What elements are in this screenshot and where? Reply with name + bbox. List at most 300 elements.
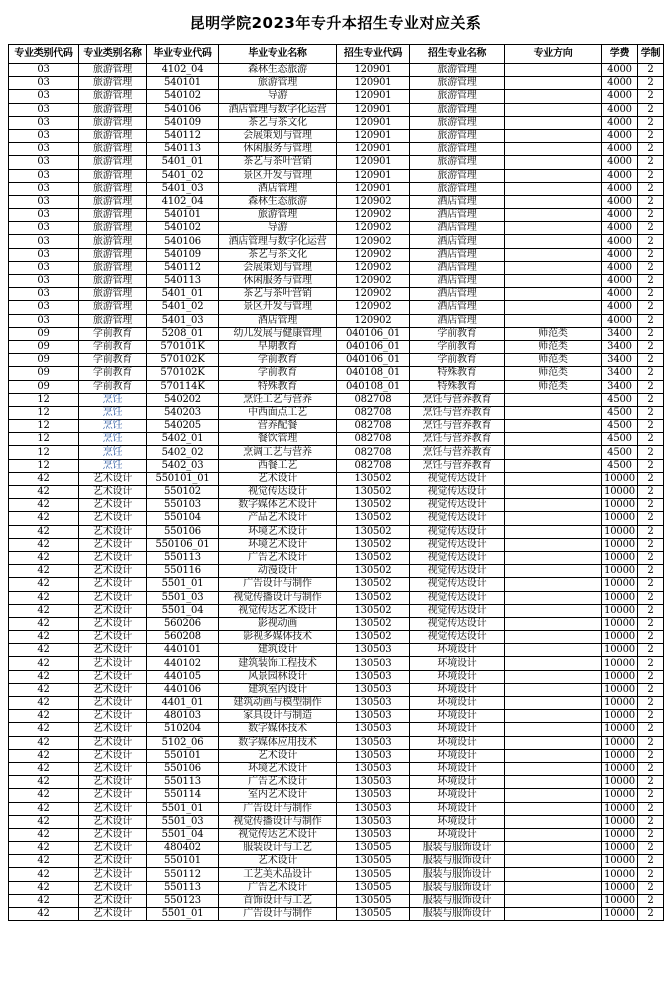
cell-grad-major-name: 森林生态旅游	[219, 195, 337, 208]
cell-tuition: 10000	[602, 842, 638, 855]
cell-category-name: 旅游管理	[79, 275, 147, 288]
cell-direction	[505, 235, 602, 248]
cell-grad-major-name: 学前教育	[219, 367, 337, 380]
cell-enroll-major-name: 环境设计	[410, 815, 505, 828]
cell-direction	[505, 512, 602, 525]
cell-category-code: 42	[9, 868, 79, 881]
table-row	[9, 710, 664, 723]
cell-duration: 2	[638, 736, 664, 749]
cell-grad-major-name: 建筑装饰工程技术	[219, 657, 337, 670]
cell-grad-major-code: 570102K	[147, 367, 219, 380]
header-tuition: 学费	[602, 45, 638, 64]
cell-grad-major-name: 茶艺与茶文化	[219, 248, 337, 261]
cell-category-name: 烹饪	[79, 420, 147, 433]
cell-tuition: 10000	[602, 525, 638, 538]
cell-enroll-major-name: 酒店管理	[410, 261, 505, 274]
cell-enroll-major-code: 130502	[337, 525, 410, 538]
cell-category-name: 艺术设计	[79, 631, 147, 644]
cell-grad-major-name: 幼儿发展与健康管理	[219, 327, 337, 340]
cell-category-code: 03	[9, 314, 79, 327]
cell-enroll-major-code: 040106_01	[337, 327, 410, 340]
cell-direction	[505, 129, 602, 142]
cell-tuition: 4000	[602, 129, 638, 142]
cell-grad-major-name: 环境艺术设计	[219, 762, 337, 775]
cell-grad-major-code: 440102	[147, 657, 219, 670]
cell-grad-major-code: 540101	[147, 209, 219, 222]
cell-tuition: 10000	[602, 710, 638, 723]
cell-duration: 2	[638, 868, 664, 881]
cell-enroll-major-code: 120902	[337, 209, 410, 222]
cell-grad-major-name: 影视动画	[219, 617, 337, 630]
cell-duration: 2	[638, 657, 664, 670]
cell-direction	[505, 182, 602, 195]
cell-direction: 师范类	[505, 367, 602, 380]
cell-duration: 2	[638, 248, 664, 261]
cell-duration: 2	[638, 802, 664, 815]
cell-grad-major-name: 西餐工艺	[219, 459, 337, 472]
cell-enroll-major-name: 服装与服饰设计	[410, 868, 505, 881]
cell-grad-major-code: 550104	[147, 512, 219, 525]
cell-tuition: 10000	[602, 815, 638, 828]
table-row	[9, 472, 664, 485]
cell-tuition: 4000	[602, 156, 638, 169]
cell-grad-major-code: 570102K	[147, 354, 219, 367]
cell-category-name: 学前教育	[79, 340, 147, 353]
cell-grad-major-name: 服装设计与工艺	[219, 842, 337, 855]
cell-tuition: 4000	[602, 103, 638, 116]
cell-enroll-major-name: 旅游管理	[410, 156, 505, 169]
table-row	[9, 288, 664, 301]
cell-enroll-major-name: 学前教育	[410, 340, 505, 353]
cell-enroll-major-name: 环境设计	[410, 710, 505, 723]
cell-category-code: 03	[9, 288, 79, 301]
cell-enroll-major-code: 130502	[337, 591, 410, 604]
cell-duration: 2	[638, 512, 664, 525]
cell-enroll-major-name: 视觉传达设计	[410, 512, 505, 525]
cell-enroll-major-code: 040106_01	[337, 354, 410, 367]
cell-grad-major-code: 5102_06	[147, 736, 219, 749]
cell-enroll-major-name: 烹饪与营养教育	[410, 420, 505, 433]
cell-tuition: 4500	[602, 406, 638, 419]
cell-enroll-major-code: 120902	[337, 195, 410, 208]
cell-direction	[505, 275, 602, 288]
cell-enroll-major-code: 120901	[337, 143, 410, 156]
cell-tuition: 4500	[602, 459, 638, 472]
cell-grad-major-name: 视觉传播设计与制作	[219, 591, 337, 604]
table-row	[9, 182, 664, 195]
cell-category-code: 03	[9, 116, 79, 129]
cell-category-code: 03	[9, 235, 79, 248]
table-row	[9, 762, 664, 775]
cell-tuition: 10000	[602, 802, 638, 815]
table-row	[9, 420, 664, 433]
cell-grad-major-name: 工艺美术品设计	[219, 868, 337, 881]
cell-duration: 2	[638, 327, 664, 340]
cell-direction	[505, 64, 602, 77]
cell-grad-major-code: 480402	[147, 842, 219, 855]
table-row	[9, 486, 664, 499]
cell-grad-major-name: 视觉传达设计	[219, 486, 337, 499]
cell-category-name: 烹饪	[79, 393, 147, 406]
table-row	[9, 908, 664, 921]
cell-category-code: 42	[9, 749, 79, 762]
cell-duration: 2	[638, 697, 664, 710]
cell-duration: 2	[638, 551, 664, 564]
cell-tuition: 4500	[602, 446, 638, 459]
cell-category-code: 42	[9, 894, 79, 907]
cell-category-name: 旅游管理	[79, 222, 147, 235]
cell-category-name: 旅游管理	[79, 129, 147, 142]
cell-grad-major-name: 建筑设计	[219, 644, 337, 657]
cell-category-name: 艺术设计	[79, 538, 147, 551]
cell-enroll-major-code: 120901	[337, 156, 410, 169]
cell-category-name: 旅游管理	[79, 64, 147, 77]
cell-direction	[505, 103, 602, 116]
cell-category-code: 42	[9, 815, 79, 828]
cell-grad-major-code: 540101	[147, 77, 219, 90]
cell-grad-major-code: 540205	[147, 420, 219, 433]
cell-enroll-major-code: 120901	[337, 90, 410, 103]
cell-category-name: 艺术设计	[79, 710, 147, 723]
cell-grad-major-name: 会展策划与管理	[219, 129, 337, 142]
cell-direction	[505, 248, 602, 261]
cell-category-code: 03	[9, 275, 79, 288]
cell-grad-major-name: 艺术设计	[219, 855, 337, 868]
cell-direction: 师范类	[505, 354, 602, 367]
header-grad-major-code: 毕业专业代码	[147, 45, 219, 64]
cell-category-name: 艺术设计	[79, 908, 147, 921]
cell-category-name: 学前教育	[79, 354, 147, 367]
cell-category-code: 42	[9, 617, 79, 630]
cell-grad-major-name: 数字媒体艺术设计	[219, 499, 337, 512]
cell-enroll-major-code: 120901	[337, 129, 410, 142]
cell-enroll-major-name: 烹饪与营养教育	[410, 406, 505, 419]
table-row	[9, 815, 664, 828]
table-row	[9, 657, 664, 670]
cell-duration: 2	[638, 604, 664, 617]
cell-direction	[505, 881, 602, 894]
cell-category-name: 旅游管理	[79, 301, 147, 314]
cell-enroll-major-code: 130505	[337, 894, 410, 907]
cell-duration: 2	[638, 275, 664, 288]
cell-enroll-major-code: 120901	[337, 64, 410, 77]
cell-enroll-major-code: 130502	[337, 512, 410, 525]
cell-grad-major-code: 5402_02	[147, 446, 219, 459]
cell-category-code: 42	[9, 486, 79, 499]
cell-grad-major-name: 建筑动画与模型制作	[219, 697, 337, 710]
cell-direction	[505, 631, 602, 644]
cell-enroll-major-name: 旅游管理	[410, 169, 505, 182]
cell-enroll-major-name: 烹饪与营养教育	[410, 393, 505, 406]
cell-category-code: 09	[9, 327, 79, 340]
cell-grad-major-code: 540109	[147, 248, 219, 261]
cell-grad-major-code: 5401_01	[147, 288, 219, 301]
cell-enroll-major-name: 环境设计	[410, 657, 505, 670]
cell-grad-major-code: 540112	[147, 261, 219, 274]
cell-enroll-major-name: 环境设计	[410, 828, 505, 841]
cell-category-name: 艺术设计	[79, 644, 147, 657]
cell-grad-major-name: 早期教育	[219, 340, 337, 353]
cell-category-code: 12	[9, 393, 79, 406]
cell-enroll-major-code: 130503	[337, 710, 410, 723]
cell-category-code: 42	[9, 551, 79, 564]
cell-enroll-major-code: 120902	[337, 275, 410, 288]
cell-direction	[505, 591, 602, 604]
cell-enroll-major-name: 旅游管理	[410, 143, 505, 156]
cell-direction	[505, 288, 602, 301]
cell-enroll-major-name: 旅游管理	[410, 129, 505, 142]
cell-category-name: 旅游管理	[79, 248, 147, 261]
cell-grad-major-code: 5401_02	[147, 301, 219, 314]
cell-duration: 2	[638, 340, 664, 353]
cell-category-name: 艺术设计	[79, 683, 147, 696]
cell-duration: 2	[638, 64, 664, 77]
cell-enroll-major-code: 130503	[337, 815, 410, 828]
cell-category-code: 03	[9, 248, 79, 261]
cell-enroll-major-code: 082708	[337, 406, 410, 419]
cell-enroll-major-code: 130502	[337, 472, 410, 485]
cell-direction	[505, 499, 602, 512]
cell-grad-major-name: 休闲服务与管理	[219, 143, 337, 156]
cell-enroll-major-code: 130505	[337, 881, 410, 894]
cell-grad-major-code: 5501_01	[147, 578, 219, 591]
cell-duration: 2	[638, 591, 664, 604]
table-row	[9, 512, 664, 525]
cell-tuition: 10000	[602, 551, 638, 564]
cell-tuition: 4000	[602, 235, 638, 248]
table-row	[9, 156, 664, 169]
cell-enroll-major-name: 服装与服饰设计	[410, 881, 505, 894]
cell-category-name: 艺术设计	[79, 472, 147, 485]
cell-direction	[505, 538, 602, 551]
cell-tuition: 4500	[602, 420, 638, 433]
cell-category-name: 旅游管理	[79, 261, 147, 274]
cell-category-code: 42	[9, 908, 79, 921]
table-row	[9, 446, 664, 459]
cell-grad-major-code: 440105	[147, 670, 219, 683]
cell-category-code: 03	[9, 195, 79, 208]
cell-tuition: 10000	[602, 486, 638, 499]
cell-grad-major-code: 5208_01	[147, 327, 219, 340]
cell-grad-major-name: 数字媒体应用技术	[219, 736, 337, 749]
table-row	[9, 842, 664, 855]
cell-duration: 2	[638, 209, 664, 222]
table-row	[9, 670, 664, 683]
cell-tuition: 10000	[602, 512, 638, 525]
cell-direction	[505, 169, 602, 182]
cell-grad-major-code: 5401_03	[147, 314, 219, 327]
cell-grad-major-name: 影视多媒体技术	[219, 631, 337, 644]
table-row	[9, 433, 664, 446]
cell-category-code: 42	[9, 657, 79, 670]
cell-grad-major-code: 550103	[147, 499, 219, 512]
cell-duration: 2	[638, 762, 664, 775]
cell-grad-major-code: 510204	[147, 723, 219, 736]
table-row	[9, 380, 664, 393]
cell-category-name: 艺术设计	[79, 670, 147, 683]
cell-tuition: 4000	[602, 182, 638, 195]
cell-enroll-major-code: 130502	[337, 604, 410, 617]
cell-grad-major-name: 视觉传达艺术设计	[219, 604, 337, 617]
cell-category-code: 09	[9, 380, 79, 393]
cell-grad-major-name: 数字媒体技术	[219, 723, 337, 736]
table-row	[9, 538, 664, 551]
cell-direction	[505, 828, 602, 841]
header-direction: 专业方向	[505, 45, 602, 64]
cell-grad-major-code: 440106	[147, 683, 219, 696]
cell-duration: 2	[638, 103, 664, 116]
cell-direction: 师范类	[505, 340, 602, 353]
cell-category-code: 03	[9, 222, 79, 235]
cell-grad-major-code: 550112	[147, 868, 219, 881]
cell-grad-major-name: 室内艺术设计	[219, 789, 337, 802]
cell-enroll-major-name: 视觉传达设计	[410, 538, 505, 551]
cell-grad-major-code: 5401_03	[147, 182, 219, 195]
cell-tuition: 4000	[602, 64, 638, 77]
cell-category-name: 艺术设计	[79, 657, 147, 670]
cell-enroll-major-name: 环境设计	[410, 697, 505, 710]
cell-tuition: 4000	[602, 169, 638, 182]
cell-category-name: 旅游管理	[79, 116, 147, 129]
cell-category-name: 烹饪	[79, 433, 147, 446]
cell-duration: 2	[638, 446, 664, 459]
table-row	[9, 736, 664, 749]
cell-category-code: 42	[9, 736, 79, 749]
major-mapping-table	[8, 44, 664, 921]
table-body	[9, 64, 664, 921]
cell-category-name: 艺术设计	[79, 749, 147, 762]
cell-category-name: 烹饪	[79, 446, 147, 459]
cell-direction	[505, 222, 602, 235]
cell-grad-major-code: 540102	[147, 222, 219, 235]
cell-duration: 2	[638, 261, 664, 274]
cell-category-name: 艺术设计	[79, 486, 147, 499]
cell-duration: 2	[638, 842, 664, 855]
cell-enroll-major-code: 130502	[337, 578, 410, 591]
cell-tuition: 10000	[602, 908, 638, 921]
cell-duration: 2	[638, 90, 664, 103]
cell-enroll-major-code: 120901	[337, 116, 410, 129]
cell-duration: 2	[638, 894, 664, 907]
cell-duration: 2	[638, 565, 664, 578]
cell-enroll-major-name: 酒店管理	[410, 209, 505, 222]
cell-duration: 2	[638, 683, 664, 696]
table-row	[9, 354, 664, 367]
cell-category-code: 42	[9, 723, 79, 736]
cell-enroll-major-code: 130505	[337, 908, 410, 921]
table-row	[9, 195, 664, 208]
table-row	[9, 143, 664, 156]
cell-tuition: 10000	[602, 591, 638, 604]
cell-direction	[505, 565, 602, 578]
cell-grad-major-code: 5501_01	[147, 802, 219, 815]
cell-tuition: 10000	[602, 565, 638, 578]
cell-category-name: 旅游管理	[79, 314, 147, 327]
cell-category-name: 艺术设计	[79, 762, 147, 775]
cell-tuition: 4000	[602, 116, 638, 129]
cell-enroll-major-code: 082708	[337, 459, 410, 472]
cell-category-name: 旅游管理	[79, 103, 147, 116]
cell-category-code: 42	[9, 604, 79, 617]
cell-direction	[505, 749, 602, 762]
cell-category-name: 旅游管理	[79, 288, 147, 301]
header-category-name: 专业类别名称	[79, 45, 147, 64]
cell-enroll-major-name: 视觉传达设计	[410, 604, 505, 617]
cell-enroll-major-code: 130503	[337, 723, 410, 736]
cell-tuition: 4000	[602, 248, 638, 261]
cell-grad-major-code: 550101_01	[147, 472, 219, 485]
cell-direction	[505, 459, 602, 472]
cell-duration: 2	[638, 143, 664, 156]
cell-category-name: 艺术设计	[79, 525, 147, 538]
cell-grad-major-name: 广告艺术设计	[219, 551, 337, 564]
cell-enroll-major-code: 040106_01	[337, 340, 410, 353]
page-title: 昆明学院2023年专升本招生专业对应关系	[189, 14, 482, 32]
cell-direction	[505, 578, 602, 591]
cell-enroll-major-name: 学前教育	[410, 327, 505, 340]
cell-duration: 2	[638, 815, 664, 828]
cell-grad-major-code: 550106	[147, 525, 219, 538]
cell-category-code: 03	[9, 169, 79, 182]
cell-enroll-major-name: 特殊教育	[410, 380, 505, 393]
cell-grad-major-name: 烹调工艺与营养	[219, 446, 337, 459]
cell-grad-major-name: 广告艺术设计	[219, 776, 337, 789]
cell-category-code: 42	[9, 499, 79, 512]
cell-enroll-major-name: 环境设计	[410, 749, 505, 762]
cell-category-code: 03	[9, 301, 79, 314]
table-header-row	[9, 45, 664, 64]
cell-grad-major-name: 景区开发与管理	[219, 169, 337, 182]
cell-tuition: 10000	[602, 644, 638, 657]
cell-duration: 2	[638, 789, 664, 802]
cell-duration: 2	[638, 406, 664, 419]
cell-enroll-major-code: 130503	[337, 802, 410, 815]
cell-direction	[505, 762, 602, 775]
cell-grad-major-name: 营养配餐	[219, 420, 337, 433]
cell-grad-major-name: 艺术设计	[219, 749, 337, 762]
table-row	[9, 828, 664, 841]
cell-direction	[505, 551, 602, 564]
cell-grad-major-name: 酒店管理与数字化运营	[219, 235, 337, 248]
table-row	[9, 209, 664, 222]
cell-duration: 2	[638, 169, 664, 182]
cell-duration: 2	[638, 77, 664, 90]
cell-grad-major-code: 540109	[147, 116, 219, 129]
cell-direction	[505, 156, 602, 169]
cell-duration: 2	[638, 908, 664, 921]
cell-tuition: 10000	[602, 749, 638, 762]
cell-category-code: 42	[9, 644, 79, 657]
cell-enroll-major-code: 130505	[337, 868, 410, 881]
cell-enroll-major-code: 130502	[337, 565, 410, 578]
cell-enroll-major-name: 环境设计	[410, 736, 505, 749]
cell-tuition: 10000	[602, 855, 638, 868]
cell-grad-major-name: 艺术设计	[219, 472, 337, 485]
cell-enroll-major-code: 130505	[337, 842, 410, 855]
cell-tuition: 10000	[602, 723, 638, 736]
cell-tuition: 4500	[602, 433, 638, 446]
cell-tuition: 4000	[602, 314, 638, 327]
cell-duration: 2	[638, 314, 664, 327]
cell-enroll-major-code: 120901	[337, 77, 410, 90]
cell-grad-major-name: 学前教育	[219, 354, 337, 367]
cell-category-name: 旅游管理	[79, 195, 147, 208]
cell-enroll-major-code: 130502	[337, 499, 410, 512]
cell-grad-major-name: 广告设计与制作	[219, 578, 337, 591]
cell-direction	[505, 697, 602, 710]
cell-enroll-major-name: 酒店管理	[410, 195, 505, 208]
cell-category-name: 学前教育	[79, 327, 147, 340]
